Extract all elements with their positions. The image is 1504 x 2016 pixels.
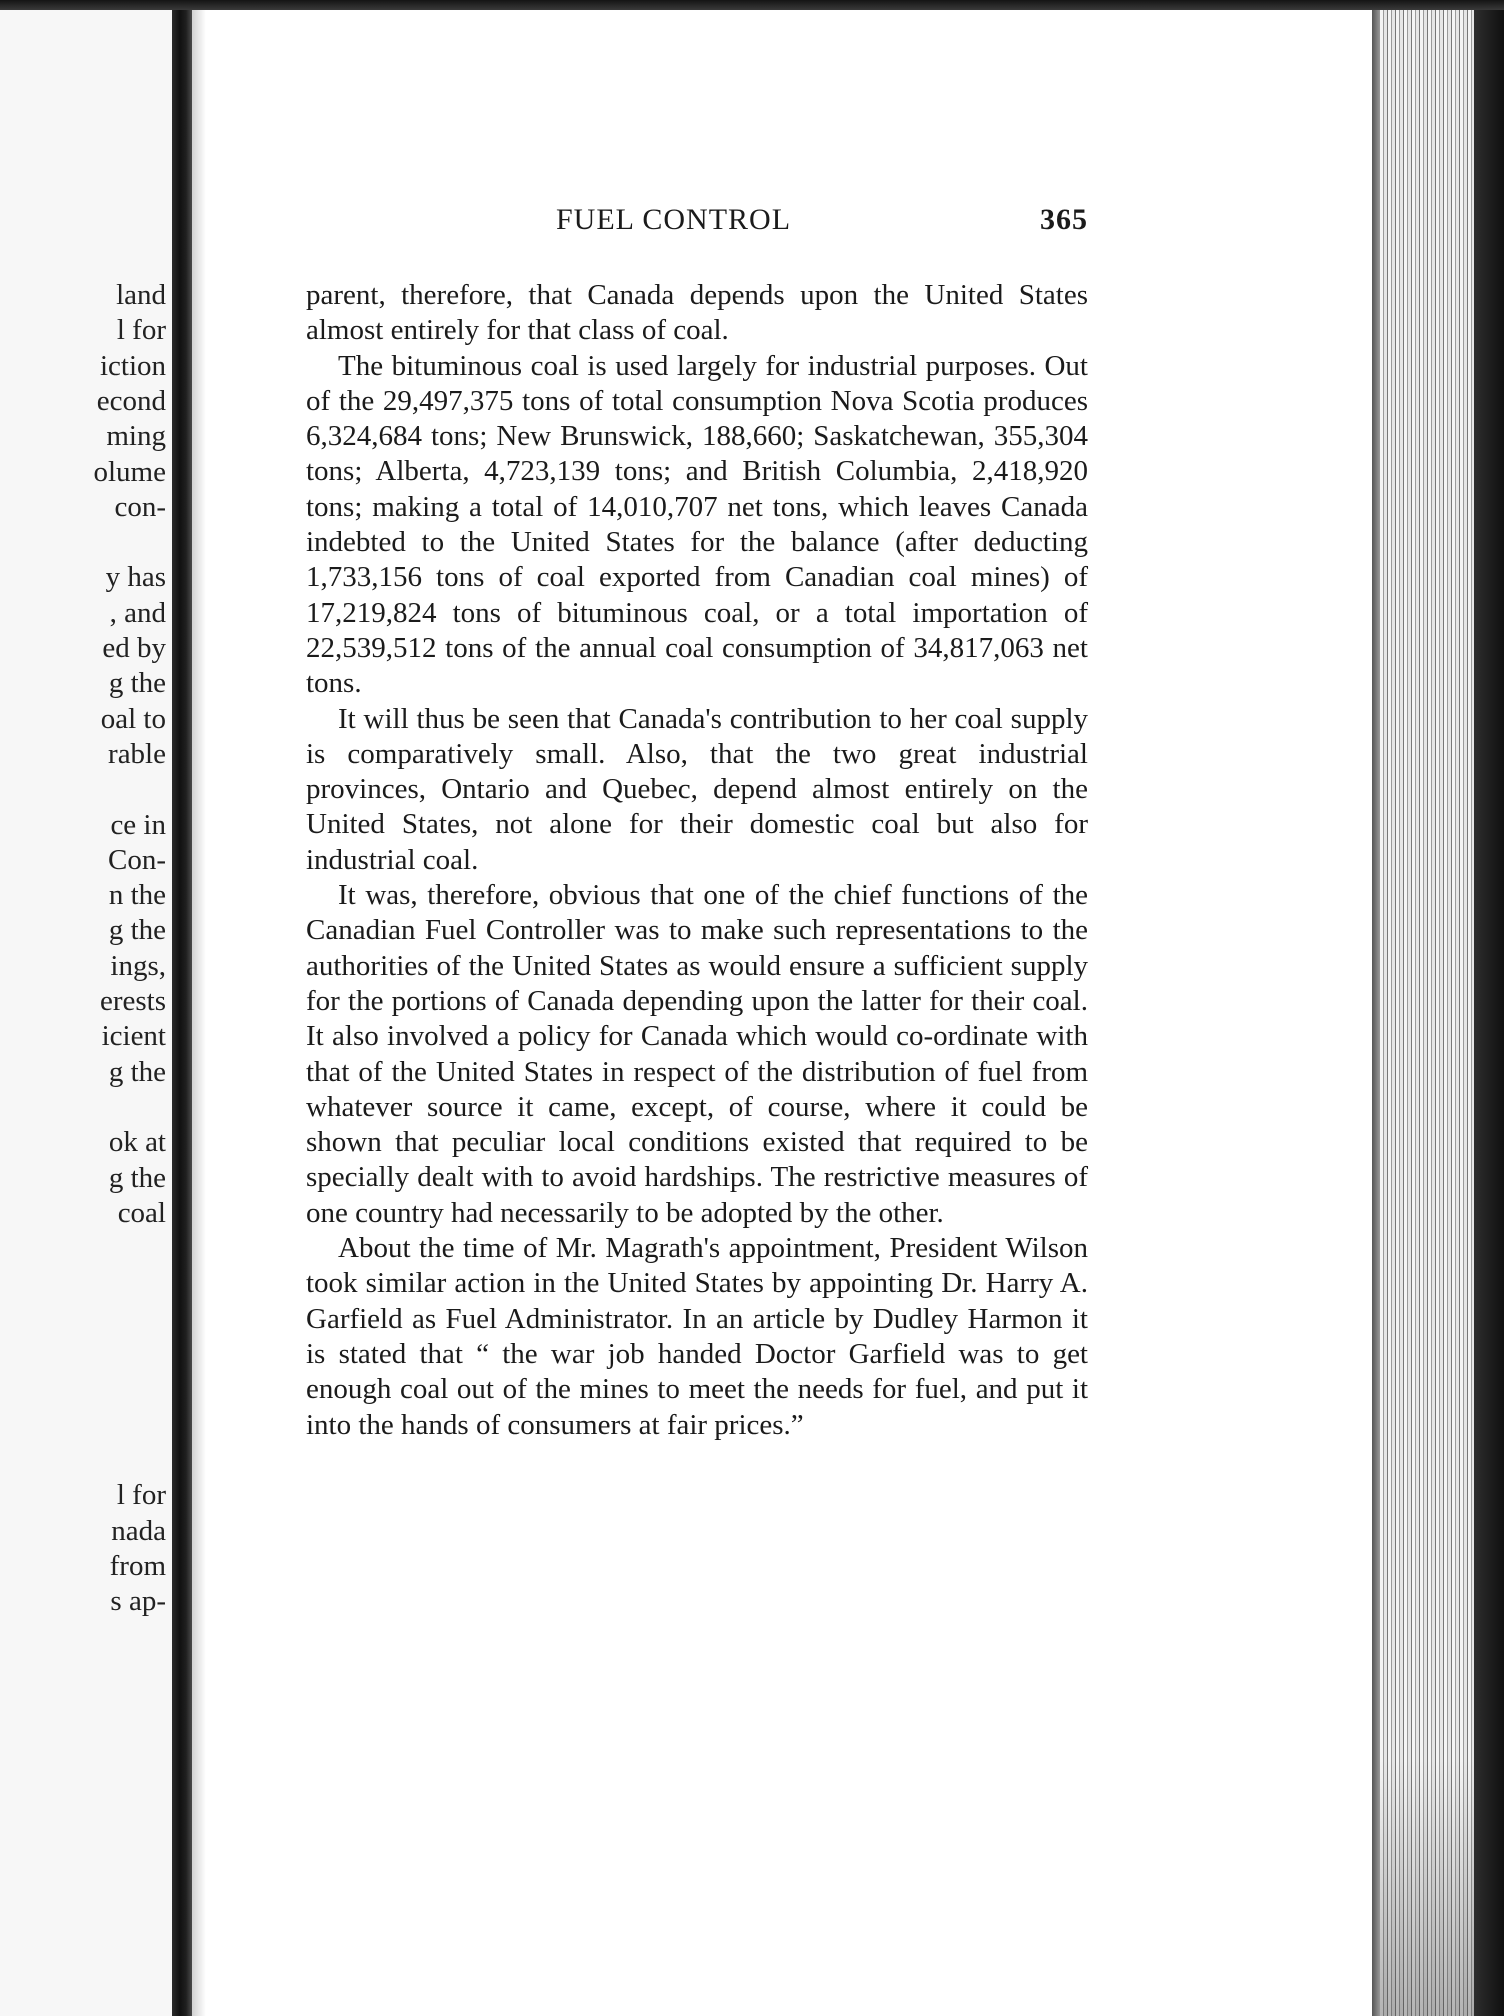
left-page-line: g the [108, 667, 166, 700]
gutter-shadow [192, 10, 206, 2016]
left-page-line: olume [93, 455, 166, 488]
left-page-line: coal [117, 1196, 166, 1229]
left-page-line: ok at [108, 1126, 166, 1159]
left-page-line: nada [111, 1514, 166, 1547]
left-page-line: oal to [100, 702, 166, 735]
left-page-line: from [109, 1549, 166, 1582]
left-page-line: Con- [108, 843, 166, 876]
paragraph: It will thus be seen that Canada's contribution to her coal supply is comparatively small. Also, that the two great industrial provinces, Ontario and Quebec, depend almost entirely on the United States, not alone for their domestic coal but also for industrial coal. [306, 702, 1088, 876]
left-page-line: ce in [110, 808, 166, 841]
left-page-line: land [116, 279, 166, 311]
left-page-line: g the [108, 1055, 166, 1088]
left-page-line: l for [116, 1479, 166, 1512]
left-page-line: y has [105, 561, 166, 594]
left-page-line: icient [101, 1020, 166, 1053]
paragraph: The bituminous coal is used largely for industrial purposes. Out of the 29,497,375 tons of total consumption Nova Scotia produces 6,324,684 tons; New Brunswick, 188,660; Saskatchewan, 355,304 tons; Alberta, 4,723,139 tons; and British Columbia, 2,418,920 tons; making a total of 14,010,707 net tons, which leaves Canada indebted to the United States for the balance (after deducting 1,733,156 tons of coal exported from Canadian coal mines) of 17,219,824 tons of bituminous coal, or a total importation of 22,539,512 tons of the annual coal consumption of 34,817,063 net tons. [306, 349, 1088, 700]
page-edge-fade [1380, 1760, 1474, 2016]
left-page-line: econd [96, 384, 166, 417]
left-page-line: ings, [110, 949, 166, 982]
running-head [306, 203, 1088, 243]
page-edge-shadow [1372, 10, 1380, 2016]
top-edge [0, 0, 1504, 10]
left-page-line: g the [108, 914, 166, 947]
left-page-line: con- [114, 490, 166, 523]
page-number: 365 [1040, 203, 1088, 236]
left-page-line: , and [109, 596, 166, 629]
paragraph: About the time of Mr. Magrath's appointment, President Wilson took similar action in the United States by appointing Dr. Harry A. Garfield as Fuel Administrator. In an article by Dudley Harmon it is stated that “ the war job handed Doctor Garfield was to get enough coal out of the mines to meet the needs for fuel, and put it into the hands of consumers at fair prices.” [306, 1232, 1088, 1441]
left-page-line: s ap- [110, 1585, 166, 1618]
body-text [306, 278, 1088, 1443]
left-page-line: ed by [102, 632, 166, 664]
left-page-line: erests [99, 985, 166, 1017]
left-page-line: n the [108, 879, 166, 912]
left-page-line: ming [106, 420, 166, 453]
book-cover-edge [1474, 10, 1504, 2016]
left-page-line: l for [116, 314, 166, 347]
paragraph: It was, therefore, obvious that one of the chief functions of the Canadian Fuel Controller was to make such representations to the authorities of the United States as would ensure a sufficient supply for the portions of Canada depending upon the latter for their coal. It also involved a policy for Canada which would co-ordinate with that of the United States in respect of the distribution of fuel from whatever source it came, except, of course, where it could be shown that peculiar local conditions existed that required to be specially dealt with to avoid hardships. The restrictive measures of one country had necessarily to be adopted by the other. [306, 879, 1088, 1229]
left-page-line: iction [99, 349, 166, 382]
left-page-line: g the [108, 1161, 166, 1194]
paragraph-continued: parent, therefore, that Canada depends upon the United States almost entirely for that class of coal. [306, 279, 1088, 347]
book-gutter [172, 10, 192, 2016]
left-facing-page [0, 10, 172, 2016]
running-title: FUEL CONTROL [556, 203, 792, 236]
left-page-line: rable [108, 737, 166, 770]
